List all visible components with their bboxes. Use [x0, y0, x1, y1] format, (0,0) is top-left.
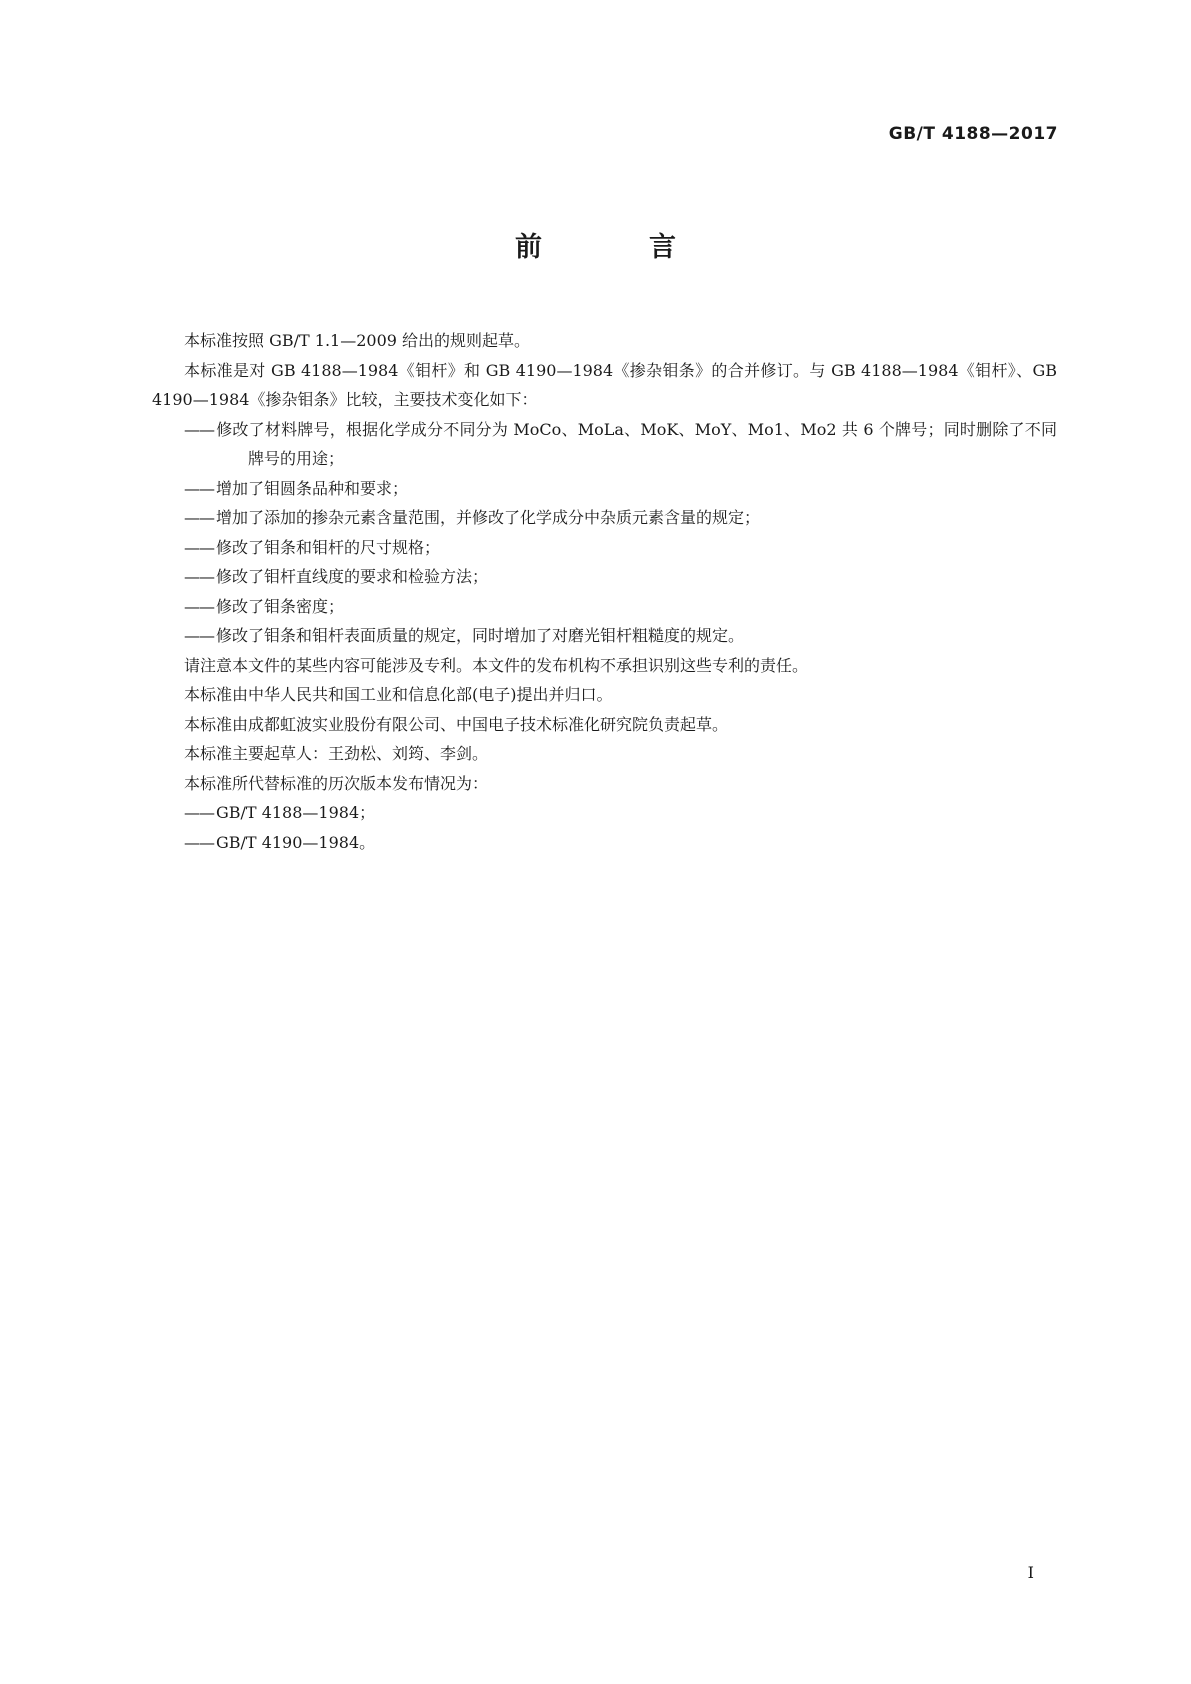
change-item-text: 增加了钼圆条品种和要求；: [216, 478, 409, 498]
history-item-text: GB/T 4190—1984。: [216, 832, 376, 852]
paragraph-drafting-rules: 本标准按照 GB/T 1.1—2009 给出的规则起草。: [184, 331, 531, 350]
paragraph-drafters: 本标准主要起草人：王劲松、刘筠、李剑。: [184, 744, 489, 763]
paragraph-proposer: 本标准由中华人民共和国工业和信息化部(电子)提出并归口。: [184, 685, 613, 704]
preface-body: [152, 326, 1057, 857]
change-item-text: 修改了材料牌号，根据化学成分不同分为 MoCo、MoLa、MoK、MoY、Mo1、Mo2 共 6 个牌号；同时删除了不同牌号的用途；: [216, 419, 1057, 468]
history-item: [152, 828, 1057, 858]
dash-mark: ——: [184, 596, 214, 616]
history-item: [152, 798, 1057, 828]
dash-mark: ——: [184, 508, 214, 527]
dash-mark: ——: [184, 832, 214, 852]
change-item: [152, 503, 1057, 533]
dash-mark: ——: [184, 419, 214, 439]
change-item: [152, 621, 1057, 651]
change-item-text: 修改了钼杆直线度的要求和检验方法；: [216, 567, 489, 586]
dash-mark: ——: [184, 567, 214, 586]
dash-mark: ——: [184, 803, 214, 822]
paragraph-drafting-org: 本标准由成都虹波实业股份有限公司、中国电子技术标准化研究院负责起草。: [184, 714, 729, 734]
change-item-text: 修改了钼条和钼杆的尺寸规格；: [216, 537, 441, 557]
change-item: [152, 474, 1057, 504]
change-item-text: 修改了钼条密度；: [216, 596, 345, 616]
dash-mark: ——: [184, 478, 214, 498]
change-item: [152, 533, 1057, 563]
standard-code: GB/T 4188—2017: [888, 124, 1058, 144]
page-title: 前 言: [515, 232, 716, 263]
dash-mark: ——: [184, 626, 214, 645]
change-item: [152, 562, 1057, 592]
history-item-text: GB/T 4188—1984；: [216, 803, 376, 822]
paragraph-revision-summary: 本标准是对 GB 4188—1984《钼杆》和 GB 4190—1984《掺杂钼条》的合并修订。与 GB 4188—1984《钼杆》、GB 4190—1984《掺杂钼条》比较，主要技术变化如下：: [152, 360, 1057, 409]
change-item-text: 修改了钼条和钼杆表面质量的规定，同时增加了对磨光钼杆粗糙度的规定。: [216, 626, 745, 645]
change-item: [152, 592, 1057, 622]
change-item: [152, 415, 1057, 474]
page-number: I: [1027, 1563, 1034, 1582]
paragraph-history-intro: 本标准所代替标准的历次版本发布情况为：: [184, 773, 489, 793]
change-item-text: 增加了添加的掺杂元素含量范围，并修改了化学成分中杂质元素含量的规定；: [216, 508, 761, 527]
paragraph-patent-notice: 请注意本文件的某些内容可能涉及专利。本文件的发布机构不承担识别这些专利的责任。: [184, 655, 809, 675]
dash-mark: ——: [184, 537, 214, 557]
